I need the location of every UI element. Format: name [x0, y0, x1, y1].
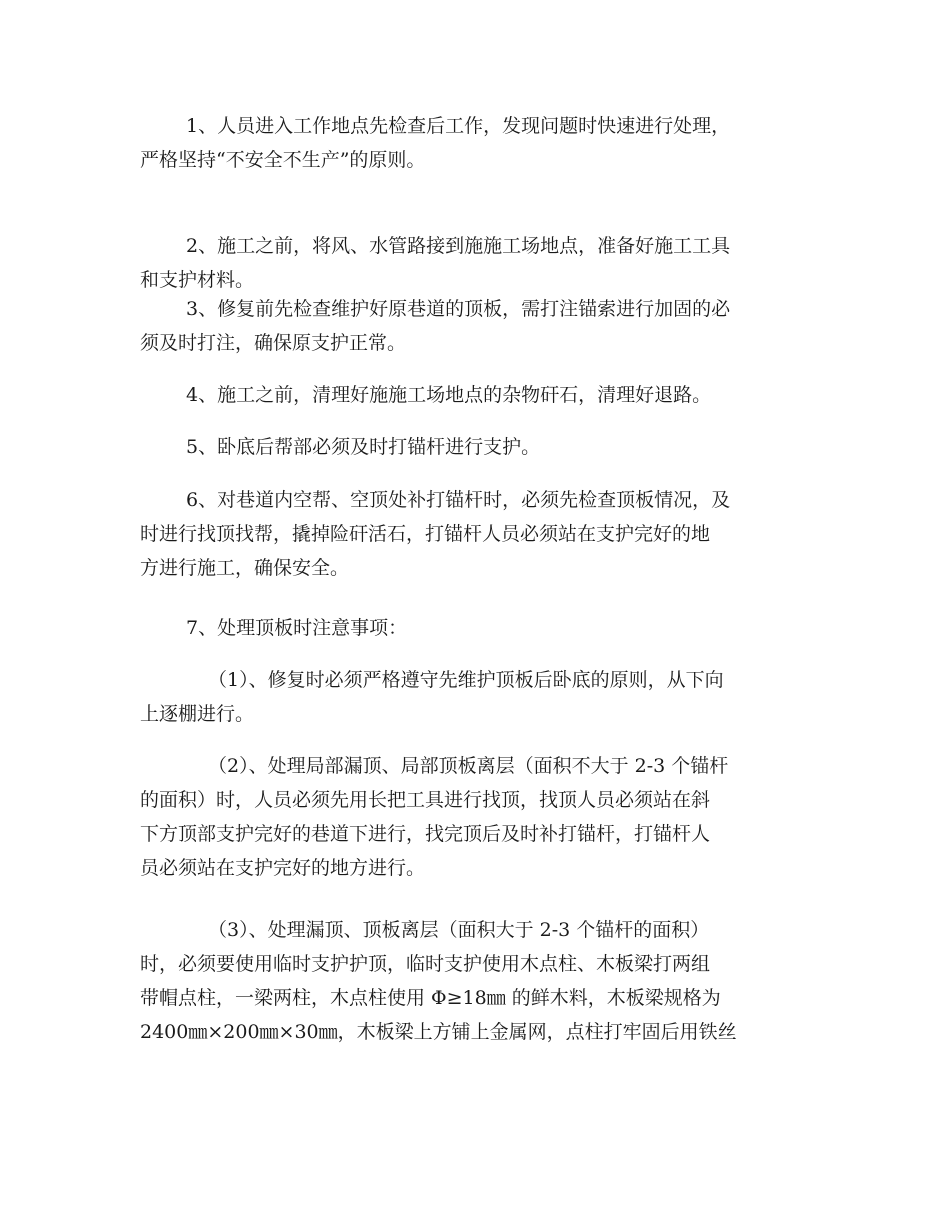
- paragraph-8: [140, 663, 820, 731]
- paragraph-9: [140, 749, 820, 885]
- text-line: 须及时打注，确保原支护正常。: [140, 332, 407, 354]
- text-line: 5、卧底后帮部必须及时打锚杆进行支护。: [186, 436, 541, 458]
- text-line: 方进行施工，确保安全。: [140, 557, 350, 579]
- text-line: 下方顶部支护完好的巷道下进行，找完顶后及时补打锚杆，打锚杆人: [140, 823, 711, 845]
- text-line: 员必须站在支护完好的地方进行。: [140, 857, 426, 879]
- paragraph-7: [140, 611, 820, 645]
- text-line: （1）、修复时必须严格遵守先维护顶板后卧底的原则，从下向: [208, 669, 724, 691]
- text-line: 2400㎜×200㎜×30㎜，木板梁上方铺上金属网，点柱打牢固后用铁丝: [140, 1021, 737, 1043]
- text-line: 的面积）时，人员必须先用长把工具进行找顶，找顶人员必须站在斜: [140, 789, 711, 811]
- paragraph-5: [140, 430, 820, 464]
- paragraph-4: [140, 378, 820, 412]
- text-line: 上逐棚进行。: [140, 703, 255, 725]
- text-line: 严格坚持“不安全不生产”的原则。: [140, 149, 426, 171]
- text-line: 6、对巷道内空帮、空顶处补打锚杆时，必须先检查顶板情况，及: [186, 489, 731, 511]
- paragraph-2: [140, 229, 820, 297]
- text-line: （3）、处理漏顶、顶板离层（面积大于 2-3 个锚杆的面积）: [208, 919, 710, 941]
- paragraph-6: [140, 483, 820, 585]
- paragraph-1: [140, 109, 820, 177]
- text-line: 时，必须要使用临时支护护顶，临时支护使用木点柱、木板梁打两组: [140, 953, 711, 975]
- text-line: 时进行找顶找帮，撬掉险矸活石，打锚杆人员必须站在支护完好的地: [140, 523, 711, 545]
- text-line: 2、施工之前，将风、水管路接到施施工场地点，准备好施工工具: [186, 235, 731, 257]
- text-line: 1、人员进入工作地点先检查后工作，发现问题时快速进行处理，: [186, 115, 731, 137]
- paragraph-3: [140, 292, 820, 360]
- text-line: 3、修复前先检查维护好原巷道的顶板，需打注锚索进行加固的必: [186, 298, 731, 320]
- text-line: 带帽点柱，一梁两柱，木点柱使用 Φ≥18㎜ 的鲜木料，木板梁规格为: [140, 987, 721, 1009]
- paragraph-10: [140, 913, 820, 1049]
- text-line: 和支护材料。: [140, 269, 255, 291]
- text-line: （2）、处理局部漏顶、局部顶板离层（面积不大于 2-3 个锚杆: [208, 755, 729, 777]
- text-line: 7、处理顶板时注意事项：: [186, 617, 408, 639]
- text-line: 4、施工之前，清理好施施工场地点的杂物矸石，清理好退路。: [186, 384, 712, 406]
